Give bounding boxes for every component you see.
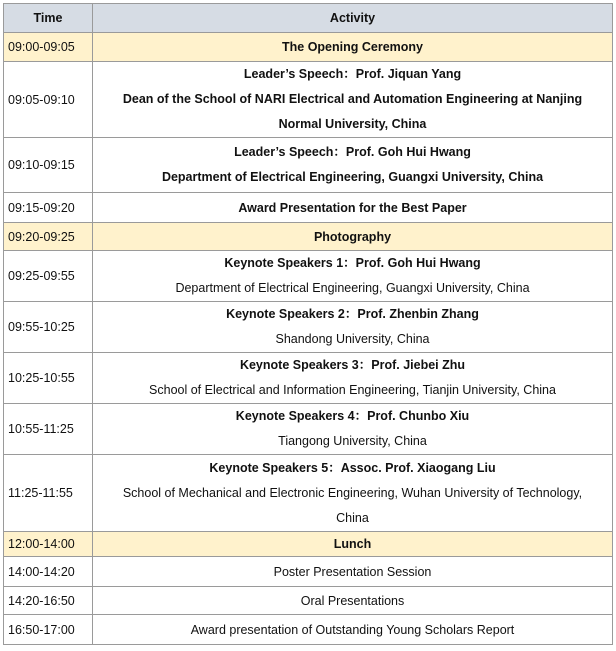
activity-cell	[93, 404, 613, 455]
activity-title: Award presentation of Outstanding Young Scholars Report	[190, 622, 515, 637]
table-row	[4, 404, 613, 455]
activity-cell	[93, 557, 613, 587]
activity-column-header: Activity	[93, 4, 613, 33]
activity-cell	[93, 353, 613, 404]
table-row	[4, 62, 613, 138]
time-cell: 14:00-14:20	[4, 557, 93, 587]
activity-title: Leader’s Speech：Prof. Goh Hui Hwang	[234, 145, 471, 159]
time-cell: 10:25-10:55	[4, 353, 93, 404]
time-cell: 09:20-09:25	[4, 223, 93, 251]
activity-cell	[93, 532, 613, 557]
activity-affiliation: Department of Electrical Engineering, Guangxi University, China	[161, 170, 544, 184]
table-row	[4, 193, 613, 223]
activity-cell	[93, 587, 613, 615]
time-cell: 09:25-09:55	[4, 251, 93, 302]
activity-affiliation: School of Mechanical and Electronic Engineering, Wuhan University of Technology,	[122, 485, 583, 500]
activity-title: Keynote Speakers 1：Prof. Goh Hui Hwang	[224, 256, 481, 270]
time-column-header: Time	[4, 4, 93, 33]
table-row	[4, 532, 613, 557]
activity-cell	[93, 62, 613, 138]
time-cell: 09:10-09:15	[4, 138, 93, 193]
activity-cell	[93, 302, 613, 353]
time-cell: 12:00-14:00	[4, 532, 93, 557]
activity-affiliation: Tiangong University, China	[278, 434, 427, 448]
activity-cell	[93, 223, 613, 251]
table-row	[4, 302, 613, 353]
activity-title: Photography	[313, 229, 392, 244]
table-row	[4, 353, 613, 404]
activity-cell	[93, 615, 613, 645]
activity-title: Keynote Speakers 4：Prof. Chunbo Xiu	[235, 409, 470, 423]
table-row	[4, 223, 613, 251]
activity-affiliation: Dean of the School of NARI Electrical and Automation Engineering at Nanjing	[122, 92, 583, 106]
activity-title: Keynote Speakers 5：Assoc. Prof. Xiaogang Liu	[209, 460, 496, 475]
time-cell: 09:55-10:25	[4, 302, 93, 353]
time-cell: 10:55-11:25	[4, 404, 93, 455]
activity-cell	[93, 33, 613, 62]
activity-title: Award Presentation for the Best Paper	[238, 200, 467, 215]
table-row	[4, 251, 613, 302]
table-row	[4, 33, 613, 62]
activity-affiliation-cont: China	[336, 510, 369, 525]
table-row	[4, 557, 613, 587]
activity-title: Lunch	[333, 537, 372, 551]
activity-affiliation-cont: Normal University, China	[278, 117, 427, 131]
activity-title: Keynote Speakers 2：Prof. Zhenbin Zhang	[226, 307, 479, 321]
activity-title: The Opening Ceremony	[282, 40, 423, 54]
activity-title: Leader’s Speech：Prof. Jiquan Yang	[243, 67, 462, 81]
time-cell: 14:20-16:50	[4, 587, 93, 615]
activity-affiliation: School of Electrical and Information Engineering, Tianjin University, China	[149, 383, 556, 397]
table-row	[4, 615, 613, 645]
time-cell: 09:00-09:05	[4, 33, 93, 62]
time-cell: 11:25-11:55	[4, 455, 93, 532]
time-cell: 09:15-09:20	[4, 193, 93, 223]
activity-cell	[93, 455, 613, 532]
agenda-table	[3, 3, 613, 645]
time-cell: 16:50-17:00	[4, 615, 93, 645]
activity-title: Keynote Speakers 3：Prof. Jiebei Zhu	[239, 358, 466, 372]
time-cell: 09:05-09:10	[4, 62, 93, 138]
table-row	[4, 587, 613, 615]
activity-cell	[93, 138, 613, 193]
activity-affiliation: Shandong University, China	[275, 332, 430, 346]
activity-title: Oral Presentations	[300, 593, 405, 608]
activity-affiliation: Department of Electrical Engineering, Guangxi University, China	[175, 281, 530, 295]
activity-title: Poster Presentation Session	[273, 564, 432, 579]
table-row	[4, 138, 613, 193]
header-row	[4, 4, 613, 33]
table-row	[4, 455, 613, 532]
activity-cell	[93, 193, 613, 223]
activity-cell	[93, 251, 613, 302]
